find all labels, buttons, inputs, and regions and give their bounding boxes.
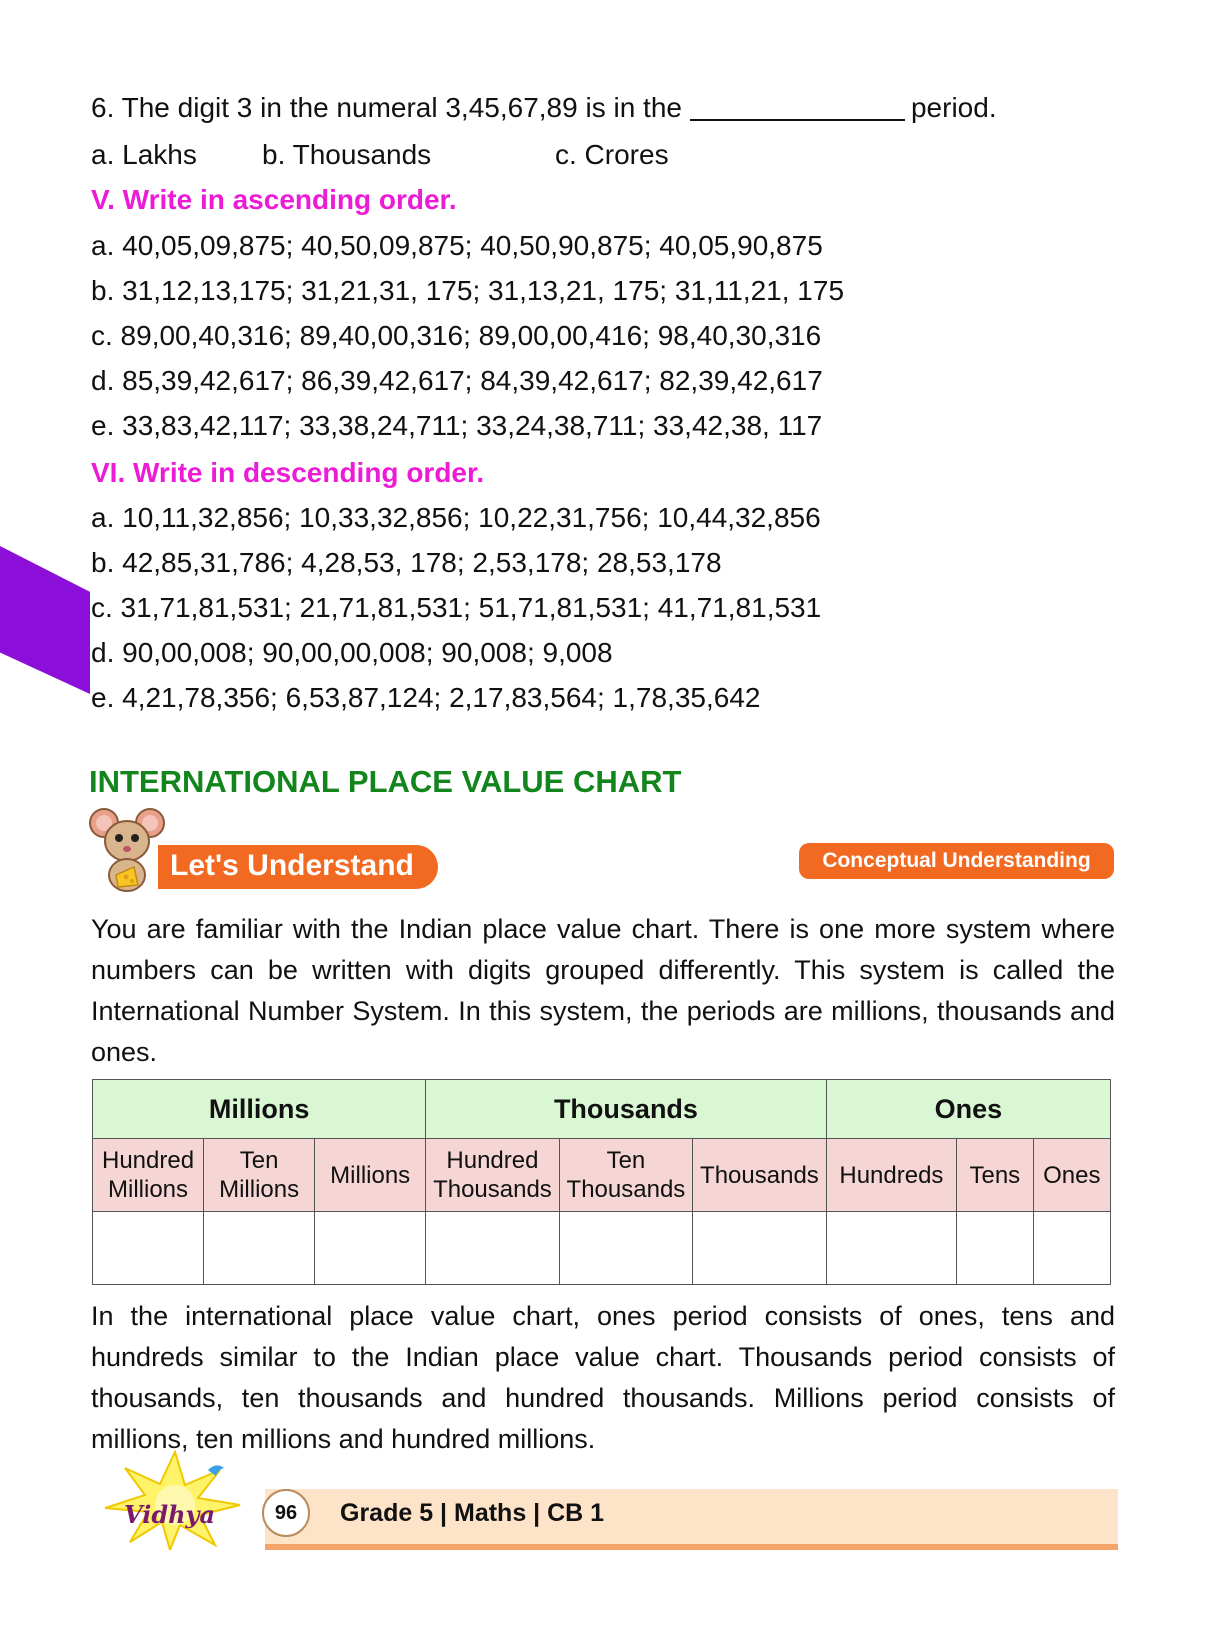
- question-6-suffix: period.: [910, 92, 997, 123]
- lets-understand-banner: [88, 805, 448, 895]
- footer-text: Grade 5 | Maths | CB 1: [340, 1499, 605, 1527]
- question-6-text: 6. The digit 3 in the numeral 3,45,67,89 is in the: [91, 92, 682, 123]
- empty-cell: [957, 1212, 1033, 1285]
- empty-cell: [204, 1212, 315, 1285]
- place-ten-thousands: Ten Thousands: [559, 1139, 692, 1212]
- page-number: 96: [262, 1489, 310, 1537]
- list-item: c. 31,71,81,531; 21,71,81,531; 51,71,81,531; 41,71,81,531: [91, 592, 822, 623]
- place-millions: Millions: [315, 1139, 426, 1212]
- empty-cell: [693, 1212, 827, 1285]
- explanation-paragraph: In the international place value chart, ones period consists of ones, tens and hundreds similar to the Indian place value chart. Thousands period consists of thousands, ten thousands and hundred thousands. Millions period consists of millions, ten millions and hundred millions.: [91, 1301, 1115, 1454]
- place-tens: Tens: [957, 1139, 1033, 1212]
- list-item: c. 89,00,40,316; 89,40,00,316; 89,00,00,416; 98,40,30,316: [91, 320, 822, 351]
- intro-paragraph: You are familiar with the Indian place value chart. There is one more system where numbers can be written with digits grouped differently. This system is called the International Number System. In this system, the periods are millions, thousands and ones.: [91, 914, 1115, 1067]
- empty-cell: [1033, 1212, 1110, 1285]
- conceptual-understanding-badge: Conceptual Understanding: [799, 843, 1114, 879]
- logo-text: Vidhya: [124, 1500, 216, 1529]
- period-thousands: Thousands: [426, 1080, 826, 1139]
- place-hundred-thousands: Hundred Thousands: [426, 1139, 559, 1212]
- mouse-mascot-icon: [88, 805, 168, 895]
- list-item: d. 90,00,008; 90,00,00,008; 90,008; 9,008: [91, 637, 613, 668]
- option-c: c. Crores: [555, 139, 669, 170]
- empty-cell: [93, 1212, 204, 1285]
- period-ones: Ones: [826, 1080, 1110, 1139]
- page-title: INTERNATIONAL PLACE VALUE CHART: [89, 764, 682, 799]
- list-item: e. 33,83,42,117; 33,38,24,711; 33,24,38,711; 33,42,38, 117: [91, 410, 823, 441]
- place-ones: Ones: [1033, 1139, 1110, 1212]
- empty-cell: [826, 1212, 956, 1285]
- section-5-heading: V. Write in ascending order.: [91, 184, 457, 215]
- lets-understand-label: Let's Understand: [170, 849, 414, 882]
- list-item: e. 4,21,78,356; 6,53,87,124; 2,17,83,564; 1,78,35,642: [91, 682, 761, 713]
- answer-blank: [690, 119, 905, 121]
- place-hundred-millions: Hundred Millions: [93, 1139, 204, 1212]
- option-b: b. Thousands: [262, 139, 432, 170]
- section-6-heading: VI. Write in descending order.: [91, 457, 485, 488]
- empty-cell: [559, 1212, 692, 1285]
- list-item: d. 85,39,42,617; 86,39,42,617; 84,39,42,617; 82,39,42,617: [91, 365, 823, 396]
- question-6: [91, 90, 997, 126]
- empty-cell: [315, 1212, 426, 1285]
- list-item: a. 40,05,09,875; 40,50,09,875; 40,50,90,875; 40,05,90,875: [91, 230, 823, 261]
- side-tab-decoration: [0, 546, 90, 694]
- place-thousands: Thousands: [693, 1139, 827, 1212]
- place-ten-millions: Ten Millions: [204, 1139, 315, 1212]
- place-hundreds: Hundreds: [826, 1139, 956, 1212]
- option-a: a. Lakhs: [91, 139, 197, 170]
- list-item: b. 31,12,13,175; 31,21,31, 175; 31,13,21, 175; 31,11,21, 175: [91, 275, 845, 306]
- list-item: b. 42,85,31,786; 4,28,53, 178; 2,53,178; 28,53,178: [91, 547, 722, 578]
- place-value-table: [92, 1079, 1111, 1285]
- period-millions: Millions: [93, 1080, 426, 1139]
- question-6-options: [0, 137, 700, 173]
- empty-cell: [426, 1212, 559, 1285]
- list-item: a. 10,11,32,856; 10,33,32,856; 10,22,31,756; 10,44,32,856: [91, 502, 821, 533]
